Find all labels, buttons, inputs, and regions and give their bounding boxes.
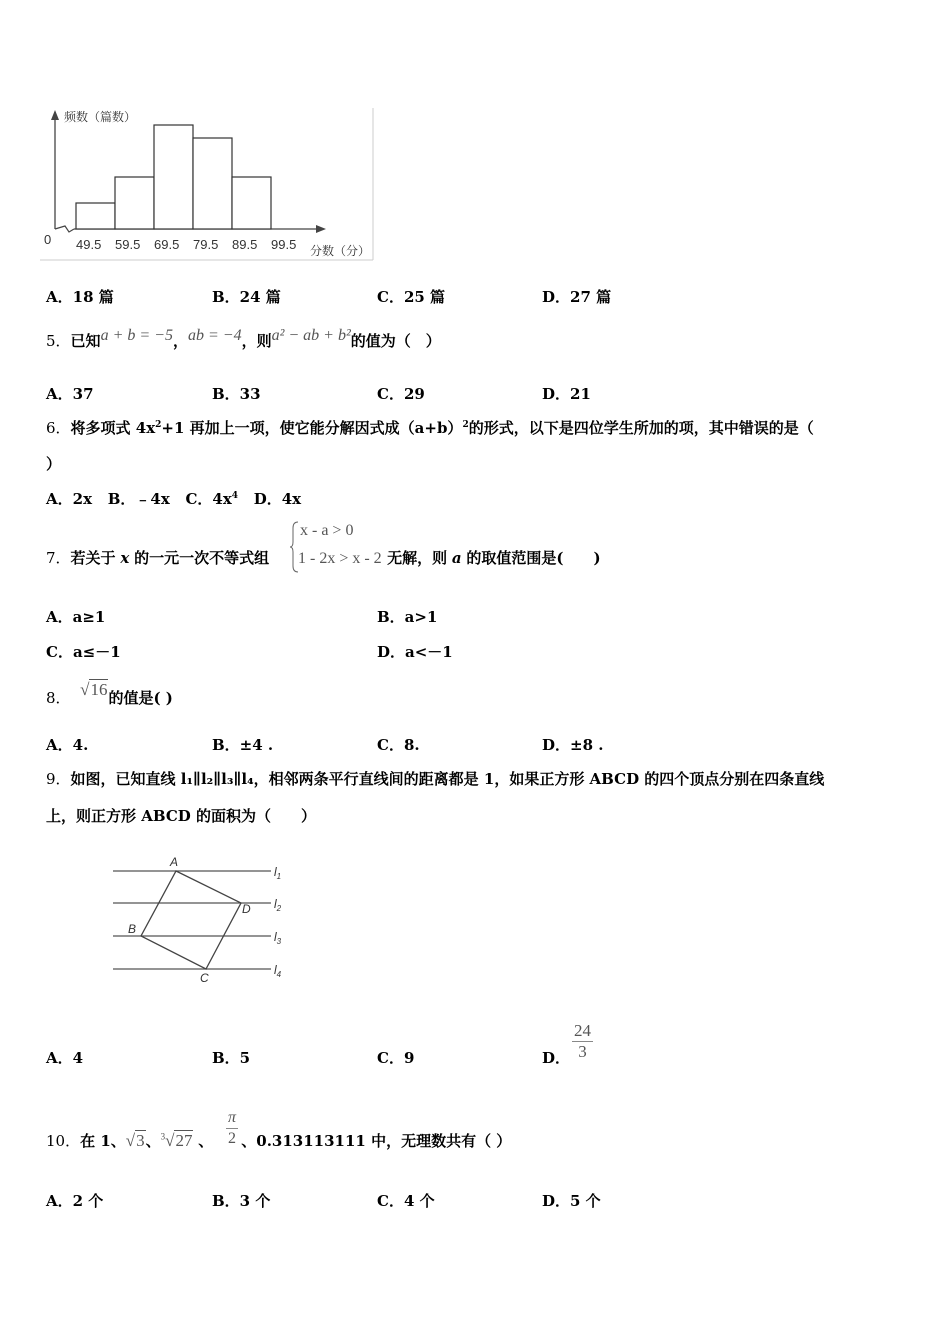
q6-number: 6． <box>46 419 71 437</box>
q7-number: 7． <box>46 549 71 567</box>
q6-option-d[interactable]: D．4x <box>253 490 302 508</box>
q10-separator: 、 <box>198 1132 214 1150</box>
label-l4: $l_4$ <box>274 963 282 979</box>
q7-text: 无解，则 <box>387 549 448 567</box>
x-tick-label: 49.5 <box>76 237 102 252</box>
q10-option-b[interactable]: B．3 个 <box>212 1192 271 1210</box>
q7-option-d[interactable]: D．a<－1 <box>377 643 453 661</box>
q5-option-a[interactable]: A．37 <box>46 385 94 403</box>
histogram-bar <box>76 203 115 229</box>
fraction-numerator: 24 <box>574 1021 591 1040</box>
fraction-denominator: 2 <box>228 1130 236 1147</box>
q10-option-d[interactable]: D．5 个 <box>542 1192 601 1210</box>
histogram-bar <box>193 138 232 229</box>
q8-number: 8． <box>46 689 71 707</box>
fraction-numerator: π <box>226 1108 238 1129</box>
sqrt-icon: √3 <box>125 1131 145 1150</box>
label-l2: $l_2$ <box>274 897 282 913</box>
q6-stem-continued: ） <box>46 455 62 473</box>
q10-option-c[interactable]: C．4 个 <box>377 1192 435 1210</box>
square-abcd <box>141 871 241 969</box>
q6-option-c-superscript: 4 <box>231 491 239 501</box>
histogram-figure <box>40 104 375 262</box>
root-index: 3 <box>160 1131 166 1142</box>
q9-option-d[interactable] <box>542 1047 570 1068</box>
q5-expr-product: ab = −4 <box>187 327 242 344</box>
vertex-c-label: C <box>200 971 209 985</box>
q6-option-c-text: C．4x <box>185 490 232 508</box>
q6-option-a[interactable]: A．2x <box>46 490 93 508</box>
q5-expr-target: a² − ab + b² <box>271 327 351 344</box>
q9-figure <box>108 852 298 987</box>
x-tick-label: 99.5 <box>271 237 297 252</box>
q5-expr-sum: a + b = −5 <box>100 327 173 344</box>
x-axis-label: 分数（分） <box>310 244 371 258</box>
q4-option-b[interactable]: B．24 篇 <box>212 288 281 306</box>
histogram-bar <box>232 177 271 229</box>
x-axis-arrow <box>316 225 326 233</box>
q7-option-a[interactable]: A．a≥1 <box>46 608 106 626</box>
label-l3: $l_3$ <box>274 930 282 946</box>
q7-inequality-2: 1 - 2x > x - 2 <box>298 550 382 567</box>
q8-option-b[interactable]: B．±4 . <box>212 736 274 754</box>
q5-stem <box>46 327 441 351</box>
cube-root-icon: $^3$√27 <box>160 1131 193 1150</box>
q7-text: 的取值范围是( ) <box>466 549 601 567</box>
q7-variable-a: a <box>451 549 462 567</box>
vertex-b-label: B <box>128 922 137 936</box>
q4-option-c[interactable]: C．25 篇 <box>377 288 446 306</box>
q8-option-a[interactable]: A．4. <box>46 736 89 754</box>
q9-number: 9． <box>46 770 71 788</box>
q5-text: ，则 <box>241 332 272 350</box>
q6-option-b[interactable]: B．﹣4x <box>107 490 170 508</box>
y-axis-label: 频数（篇数） <box>64 110 137 124</box>
y-axis-arrow <box>51 110 59 120</box>
q9-stem <box>46 768 824 789</box>
histogram-chart <box>40 104 375 262</box>
q6-superscript: 2 <box>462 420 469 430</box>
q5-option-d[interactable]: D．21 <box>542 385 591 403</box>
x-tick-label: 79.5 <box>193 237 219 252</box>
q6-superscript: 2 <box>155 420 162 430</box>
label-l1: $l_1$ <box>274 865 282 881</box>
q8-option-d[interactable]: D．±8 . <box>542 736 604 754</box>
x-tick-label: 69.5 <box>154 237 180 252</box>
q6-options <box>46 488 301 509</box>
q7-inequality-1: x - a > 0 <box>300 522 354 539</box>
q8-radicand: 16 <box>90 680 108 699</box>
q10-stem <box>46 1130 511 1151</box>
q9-option-d-fraction <box>572 1021 593 1062</box>
sqrt-icon: √16 <box>80 680 108 699</box>
q8-option-c[interactable]: C．8. <box>377 736 420 754</box>
x-tick-label: 89.5 <box>232 237 258 252</box>
q7-variable-x: x <box>120 549 130 567</box>
q5-text: 已知 <box>70 332 101 350</box>
q9-option-a[interactable]: A．4 <box>46 1049 84 1067</box>
q9-option-d-label: D． <box>542 1049 571 1067</box>
q10-radicand-2: 27 <box>175 1131 193 1150</box>
origin-label: 0 <box>44 232 52 247</box>
q9-text: 如图，已知直线 l₁∥l₂∥l₃∥l₄，相邻两条平行直线间的距离都是 1，如果正方形 ABCD 的四个顶点分别在四条直线 <box>70 770 825 788</box>
q5-separator: ， <box>172 332 188 350</box>
q6-text: 将多项式 4x <box>70 419 156 437</box>
q6-text: +1 再加上一项，使它能分解因式成（a+b） <box>161 419 463 437</box>
q4-option-d[interactable]: D．27 篇 <box>542 288 612 306</box>
x-axis-break <box>55 226 74 232</box>
q7-text: 的一元一次不等式组 <box>134 549 270 567</box>
x-tick-label: 59.5 <box>115 237 141 252</box>
q10-radicand-1: 3 <box>136 1131 145 1150</box>
q6-option-c[interactable] <box>185 490 238 508</box>
q9-stem-continued: 上，则正方形 ABCD 的面积为（ ） <box>46 807 316 825</box>
q5-option-c[interactable]: C．29 <box>377 385 425 403</box>
fraction-denominator: 3 <box>578 1042 587 1061</box>
vertex-d-label: D <box>242 902 251 916</box>
pi-over-two-fraction <box>226 1108 238 1149</box>
q4-option-a[interactable]: A．18 篇 <box>46 288 114 306</box>
q8-stem <box>46 680 173 708</box>
q8-text: 的值是( ) <box>108 689 173 707</box>
q6-stem <box>46 417 814 438</box>
q5-number: 5． <box>46 332 71 350</box>
q10-text: 在 1、 <box>80 1132 126 1150</box>
q10-separator: 、 <box>145 1132 161 1150</box>
q5-text: 的值为（ ） <box>350 332 441 350</box>
q10-option-a[interactable]: A．2 个 <box>46 1192 104 1210</box>
q9-option-b[interactable]: B．5 <box>212 1049 251 1067</box>
q7-option-c[interactable]: C．a≤－1 <box>46 643 121 661</box>
q10-text: 、0.313113111 中，无理数共有（ ） <box>241 1132 512 1150</box>
q7-option-b[interactable]: B．a>1 <box>377 608 438 626</box>
q7-text: 若关于 <box>70 549 116 567</box>
q5-option-b[interactable]: B．33 <box>212 385 261 403</box>
vertex-a-label: A <box>170 855 179 869</box>
q6-text: 的形式，以下是四位学生所加的项，其中错误的是（ <box>468 419 814 437</box>
q9-option-c[interactable]: C．9 <box>377 1049 415 1067</box>
q7-inequality-system <box>290 520 402 574</box>
histogram-bar <box>154 125 193 229</box>
q10-number: 10． <box>46 1132 81 1150</box>
histogram-bar <box>115 177 154 229</box>
